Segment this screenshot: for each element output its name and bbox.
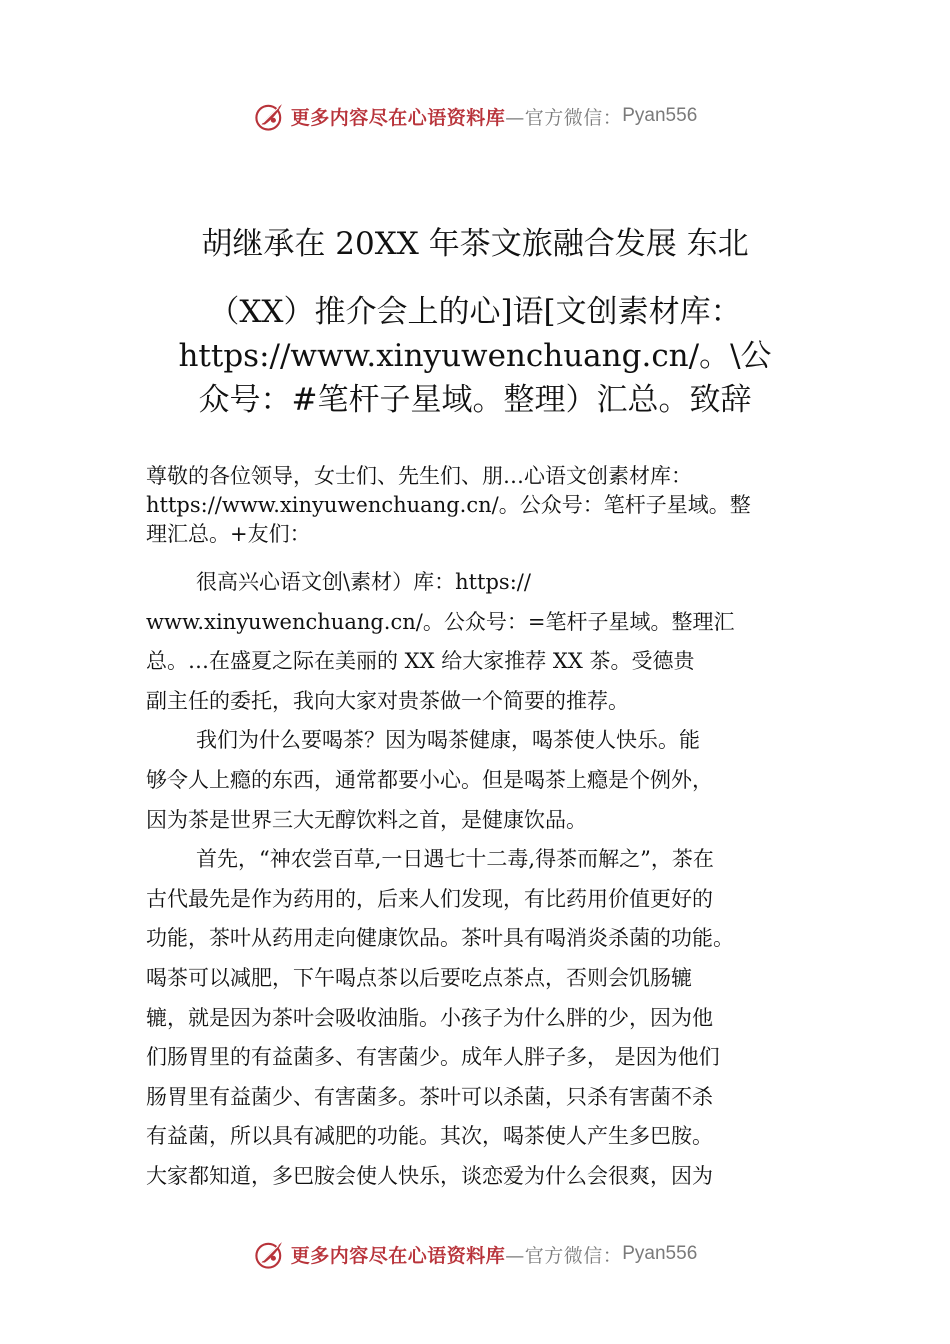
text-line: 辘，就是因为茶叶会吸收油脂。小孩子为什么胖的少，因为他	[146, 1005, 713, 1030]
text-line: 尊敬的各位领导，女士们、先生们、朋…心语文创素材库：	[146, 464, 692, 488]
text-line: 们肠胃里的有益菌多、有害菌少。成年人胖子多， 是因为他们	[146, 1045, 720, 1070]
text-line: 够令人上瘾的东西，通常都要小心。但是喝茶上瘾是个例外，	[146, 767, 713, 792]
text-line: 古代最先是作为药用的，后来人们发现，有比药用价值更好的	[146, 886, 713, 911]
text-line: 大家都知道，多巴胺会使人快乐，谈恋爱为什么会很爽，因为	[146, 1163, 713, 1188]
title-line: （XX）推介会上的心]语[文创素材库：	[208, 294, 742, 330]
banner-promo-text: 更多内容尽在心语资料库	[290, 106, 506, 129]
text-line: www.xinyuwenchuang.cn/。公众号：=笔杆子星域。整理汇	[146, 609, 735, 634]
text-line: 很高兴心语文创\素材）库：https://	[196, 570, 531, 594]
text-line: 理汇总。+友们：	[146, 522, 311, 546]
document-body	[146, 462, 846, 1197]
body-paragraph	[146, 721, 846, 840]
text-line: 功能，茶叶从药用走向健康饮品。茶叶具有喝消炎杀菌的功能。	[146, 926, 734, 951]
text-line: 我们为什么要喝茶？因为喝茶健康，喝茶使人快乐。能	[196, 728, 700, 753]
text-line: 因为茶是世界三大无醇饮料之首，是健康饮品。	[146, 807, 587, 832]
banner-wechat-label: —官方微信：	[505, 1244, 623, 1267]
salutation-paragraph	[146, 462, 846, 549]
footer-banner	[0, 1234, 950, 1274]
title-line: https://www.xinyuwenchuang.cn/。\公	[178, 338, 772, 374]
title-line: 胡继承在 20XX 年茶文旅融合发展 东北	[201, 226, 749, 262]
text-line: 副主任的委托，我向大家对贵茶做一个简要的推荐。	[146, 688, 629, 713]
text-line: 肠胃里有益菌少、有害菌多。茶叶可以杀菌，只杀有害菌不杀	[146, 1084, 713, 1109]
header-banner	[0, 96, 950, 136]
quill-logo-icon	[253, 1237, 287, 1271]
banner-wechat-id: Pyan556	[622, 1243, 698, 1264]
text-line: 首先，“神农尝百草,一日遇七十二毒,得茶而解之”，茶在	[196, 847, 714, 872]
text-line: 有益菌，所以具有减肥的功能。其次，喝茶使人产生多巴胺。	[146, 1124, 713, 1149]
body-paragraph	[146, 563, 846, 721]
text-line: 总。…在盛夏之际在美丽的 XX 给大家推荐 XX 茶。受德贵	[146, 649, 695, 674]
title-line: 众号：#笔杆子星域。整理）汇总。致辞	[198, 382, 752, 418]
text-line: https://www.xinyuwenchuang.cn/。公众号：笔杆子星域。整	[146, 493, 751, 517]
body-paragraph	[146, 840, 846, 1196]
banner-wechat-label: —官方微信：	[505, 106, 623, 129]
text-line: 喝茶可以减肥，下午喝点茶以后要吃点茶点，否则会饥肠辘	[146, 965, 692, 990]
quill-logo-icon	[253, 99, 287, 133]
banner-promo-text: 更多内容尽在心语资料库	[290, 1244, 506, 1267]
banner-wechat-id: Pyan556	[622, 105, 698, 126]
document-title	[140, 222, 810, 422]
